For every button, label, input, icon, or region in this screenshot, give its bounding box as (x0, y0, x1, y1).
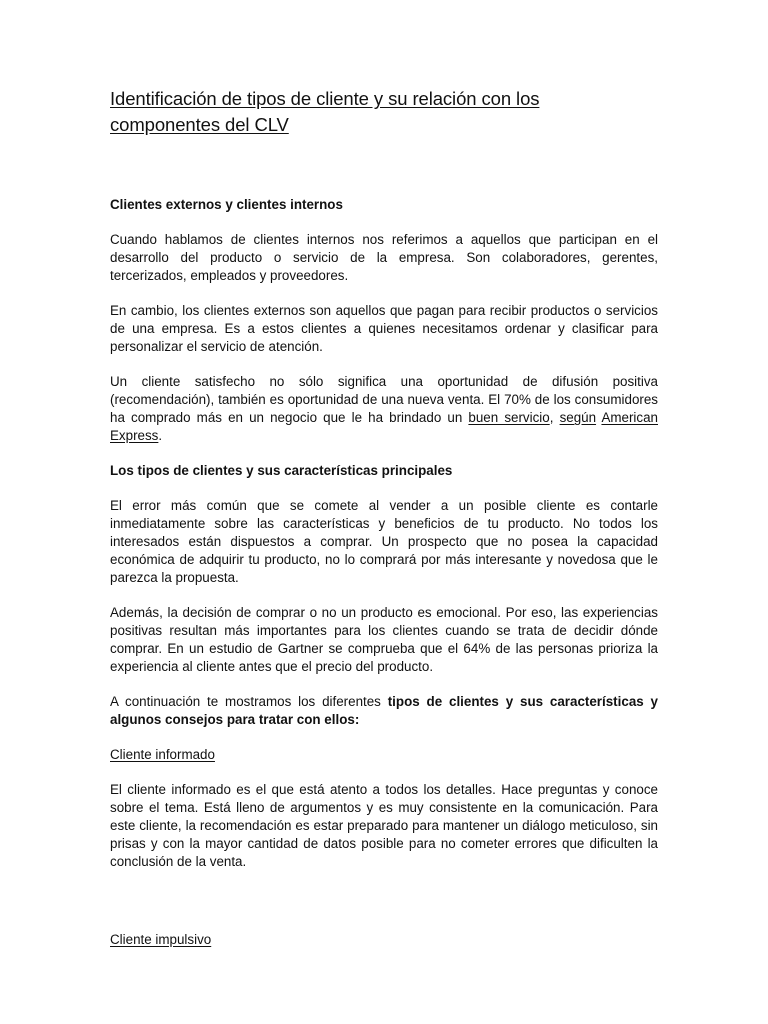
link-buen-servicio[interactable]: buen servicio (468, 410, 550, 425)
paragraph-emotional-decision: Además, la decisión de comprar o no un producto es emocional. Por eso, las experiencias positivas resultan más importantes para los clientes cuando se trata de decidir dónde comprar. En un estudio de Gartner se comprueba que el 64% de las personas prioriza la experiencia al cliente antes que el precio del producto. (110, 605, 658, 674)
paragraph-satisfied-client-text: Un cliente satisfecho no sólo significa una oportunidad de difusión positiva (recomendación), también es oportunidad de una nueva venta. El 70% de los consumidores ha comprado más en un negocio que le ha brindado un (110, 374, 658, 425)
paragraph-satisfied-client (110, 373, 658, 445)
section-heading-external-internal: Clientes externos y clientes internos (110, 197, 343, 212)
paragraph-intro-types-text: A continuación te mostramos los diferentes (110, 694, 388, 709)
subheading-informed-client: Cliente informado (110, 747, 215, 762)
paragraph-common-error: El error más común que se comete al vender a un posible cliente es contarle inmediatamente sobre las características y beneficios de tu producto. No todos los interesados están dispuestos a comprar. Un prospecto que no posea la capacidad económica de adquirir tu producto, no lo comprará por más interesante y novedosa que le parezca la propuesta. (110, 498, 658, 585)
spacer (110, 888, 658, 931)
paragraph-informed-client: El cliente informado es el que está atento a todos los detalles. Hace preguntas y conoce sobre el tema. Está lleno de argumentos y es muy consistente en la comunicación. Para este cliente, la recomendación es estar preparado para mantener un diálogo meticuloso, sin prisas y con la mayor cantidad de datos posible para no cometer errores que dificulten la conclusión de la venta. (110, 782, 658, 869)
document-title (110, 86, 658, 138)
paragraph-intro-types-bold: tipos de clientes y sus características y algunos consejos para tratar con ellos: (110, 694, 658, 727)
comma: , (549, 410, 554, 425)
period: . (158, 428, 163, 443)
section-heading-client-types: Los tipos de clientes y sus características principales (110, 463, 453, 478)
title-line-2: componentes del CLV (110, 114, 289, 135)
paragraph-external-clients: En cambio, los clientes externos son aquellos que pagan para recibir productos o servicios de una empresa. Es a estos clientes a quienes necesitamos ordenar y clasificar para personalizar el servicio de atención. (110, 303, 658, 354)
subheading-impulsive-client: Cliente impulsivo (110, 932, 212, 947)
paragraph-intro-types (110, 693, 658, 729)
document-page (110, 86, 658, 966)
link-american-express[interactable]: American Express (110, 410, 658, 443)
link-segun[interactable]: según (559, 410, 597, 425)
title-line-1: Identificación de tipos de cliente y su relación con los (110, 88, 540, 109)
paragraph-internal-clients: Cuando hablamos de clientes internos nos referimos a aquellos que participan en el desarrollo del producto o servicio de la empresa. Son colaboradores, gerentes, tercerizados, empleados y proveedores. (110, 232, 658, 283)
